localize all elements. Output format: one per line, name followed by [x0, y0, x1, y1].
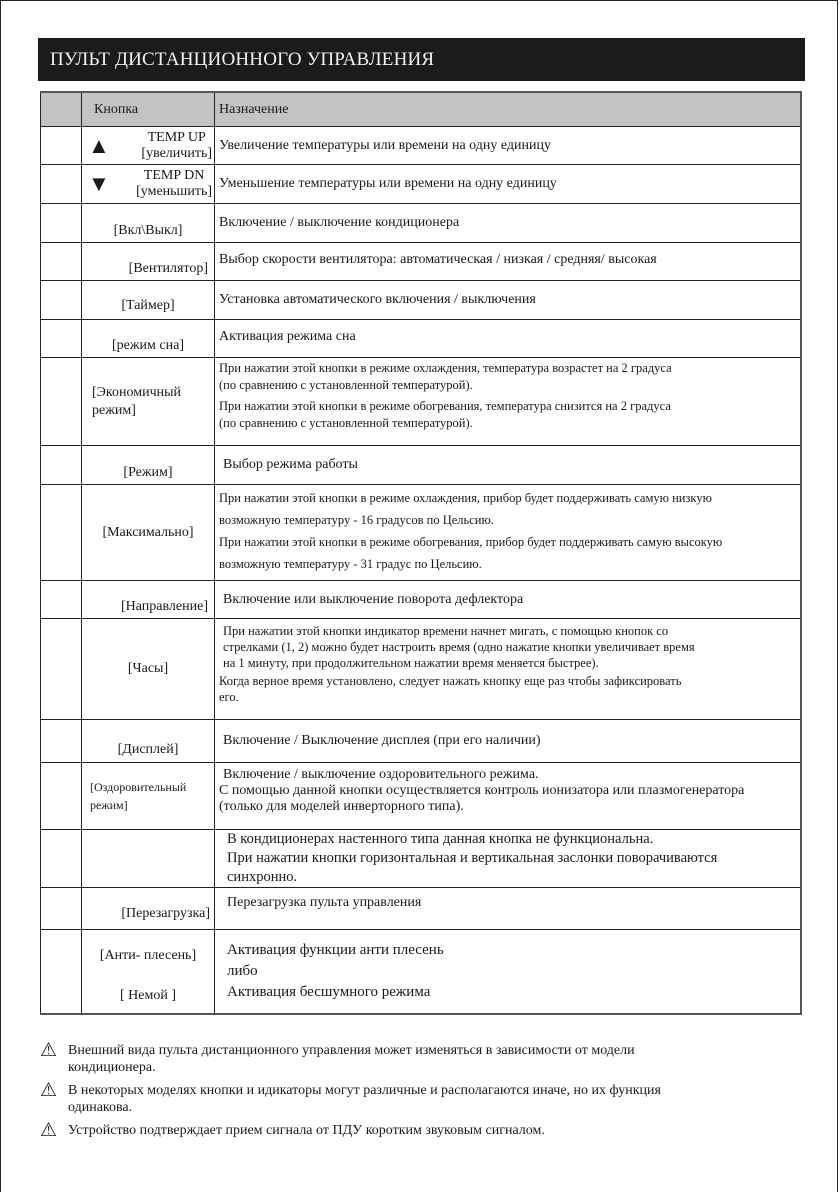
purpose-text: (по сравнению с установленной температурой). — [219, 378, 473, 392]
button-label: TEMP UP — [147, 129, 206, 145]
button-label: [уменьшить] — [136, 184, 212, 199]
table-row — [41, 243, 802, 281]
purpose-text: (только для моделей инверторного типа). — [219, 799, 464, 814]
table-row — [41, 581, 802, 619]
purpose-text: При нажатии этой кнопки в режиме обогревания, температура снизится на 2 градуса — [219, 399, 671, 413]
purpose-text: Уменьшение температуры или времени на одну единицу — [219, 176, 557, 191]
button-label: [Экономичный — [92, 384, 182, 400]
table-row — [41, 127, 802, 165]
button-label: [Часы] — [82, 619, 215, 720]
note-text: Устройство подтверждает прием сигнала от ПДУ коротким звуковым сигналом. — [68, 1123, 545, 1138]
purpose-text: Активация бесшумного режима — [227, 983, 431, 1000]
header-purpose: Назначение — [215, 92, 802, 127]
purpose-text: возможную температуру - 16 градусов по Цельсию. — [219, 513, 494, 527]
purpose-text: Включение / выключение кондиционера — [219, 215, 460, 230]
note-item — [40, 1122, 810, 1139]
button-label: [режим сна] — [82, 320, 215, 358]
note-item — [40, 1082, 810, 1116]
purpose-text: Активация режима сна — [219, 329, 356, 344]
table-row — [41, 446, 802, 485]
purpose-text: При нажатии кнопки горизонтальная и вертикальная заслонки поворачиваются — [227, 850, 718, 866]
table-row — [41, 763, 802, 830]
button-label — [82, 830, 215, 888]
table-row — [41, 165, 802, 204]
purpose-text: С помощью данной кнопки осуществляется контроль ионизатора или плазмогенератора — [219, 783, 745, 798]
remote-buttons-table — [40, 91, 802, 1015]
purpose-text: Включение / Выключение дисплея (при его наличии) — [223, 733, 541, 748]
header-button: Кнопка — [82, 92, 215, 127]
warning-icon: ⚠ — [40, 1040, 58, 1061]
purpose-text: При нажатии этой кнопки в режиме охлаждения, прибор будет поддерживать самую низкую — [219, 491, 712, 505]
button-label: режим] — [90, 798, 128, 812]
table-row — [41, 888, 802, 930]
purpose-text: возможную температуру - 31 градус по Цельсию. — [219, 557, 482, 571]
purpose-text: При нажатии этой кнопки в режиме обогревания, прибор будет поддерживать самую высокую — [219, 535, 723, 549]
purpose-text: Перезагрузка пульта управления — [227, 895, 422, 910]
button-label: [Режим] — [82, 446, 215, 485]
purpose-text: Увеличение температуры или времени на одну единицу — [219, 137, 551, 153]
purpose-text: стрелками (1, 2) можно будет настроить время (одно нажатие кнопки увеличивает время — [223, 640, 695, 654]
note-text: кондиционера. — [68, 1060, 156, 1075]
note-text: Внешний вида пульта дистанционного управления может изменяться в зависимости от модели — [68, 1043, 635, 1058]
page-title: ПУЛЬТ ДИСТАНЦИОННОГО УПРАВЛЕНИЯ — [38, 38, 805, 81]
table-row — [41, 720, 802, 763]
purpose-text: либо — [227, 962, 258, 979]
purpose-text: синхронно. — [227, 869, 298, 885]
purpose-text: Включение / выключение оздоровительного режима. — [223, 767, 539, 782]
table-row — [41, 281, 802, 320]
purpose-text: (по сравнению с установленной температурой). — [219, 416, 473, 430]
button-label: [Направление] — [82, 581, 215, 619]
button-label: [Анти- плесень] — [99, 948, 197, 964]
table-header-row — [41, 92, 802, 127]
button-label: режим] — [92, 402, 136, 418]
table-row — [41, 930, 802, 1014]
triangle-up-icon: ▲ — [88, 132, 110, 158]
table-row — [41, 619, 802, 720]
button-label: [Дисплей] — [82, 720, 215, 763]
note-text: одинакова. — [68, 1100, 133, 1115]
button-label: [увеличить] — [141, 145, 212, 161]
button-label: [ Немой ] — [120, 988, 176, 1004]
purpose-text: Выбор режима работы — [223, 457, 358, 472]
header-blank-cell — [41, 92, 82, 127]
warning-icon: ⚠ — [40, 1080, 58, 1101]
notes-section — [40, 1042, 810, 1145]
button-label: [Таймер] — [82, 281, 215, 320]
purpose-text: При нажатии этой кнопки индикатор времени начнет мигать, с помощью кнопок со — [223, 624, 669, 638]
purpose-text: Когда верное время установлено, следует нажать кнопку еще раз чтобы зафиксировать — [219, 674, 682, 688]
purpose-text: Активация функции анти плесень — [227, 941, 444, 958]
purpose-text: Выбор скорости вентилятора: автоматическая / низкая / средняя/ высокая — [219, 252, 657, 267]
button-label: TEMP DN — [143, 168, 205, 183]
note-text: В некоторых моделях кнопки и идикаторы могут различные и располагаются иначе, но их функция — [68, 1083, 661, 1098]
purpose-text: на 1 минуту, при продолжительном нажатии время меняется быстрее). — [223, 656, 599, 670]
note-item — [40, 1042, 810, 1076]
table-row — [41, 204, 802, 243]
warning-icon: ⚠ — [40, 1120, 58, 1141]
triangle-down-icon: ▼ — [88, 171, 110, 196]
purpose-text: В кондиционерах настенного типа данная кнопка не функциональна. — [227, 831, 654, 847]
purpose-text: При нажатии этой кнопки в режиме охлаждения, температура возрастет на 2 градуса — [219, 361, 672, 375]
button-label: [Перезагрузка] — [82, 888, 215, 930]
table-row — [41, 358, 802, 446]
purpose-text: его. — [219, 690, 239, 704]
button-label: [Оздоровительный — [90, 780, 187, 794]
table-row — [41, 485, 802, 581]
button-label: [Максимально] — [82, 485, 215, 581]
table-row — [41, 830, 802, 888]
purpose-text: Включение или выключение поворота дефлектора — [223, 591, 524, 607]
button-label: [Вкл\Выкл] — [82, 204, 215, 243]
table-row — [41, 320, 802, 358]
button-label: [Вентилятор] — [82, 243, 215, 281]
purpose-text: Установка автоматического включения / выключения — [219, 292, 536, 307]
